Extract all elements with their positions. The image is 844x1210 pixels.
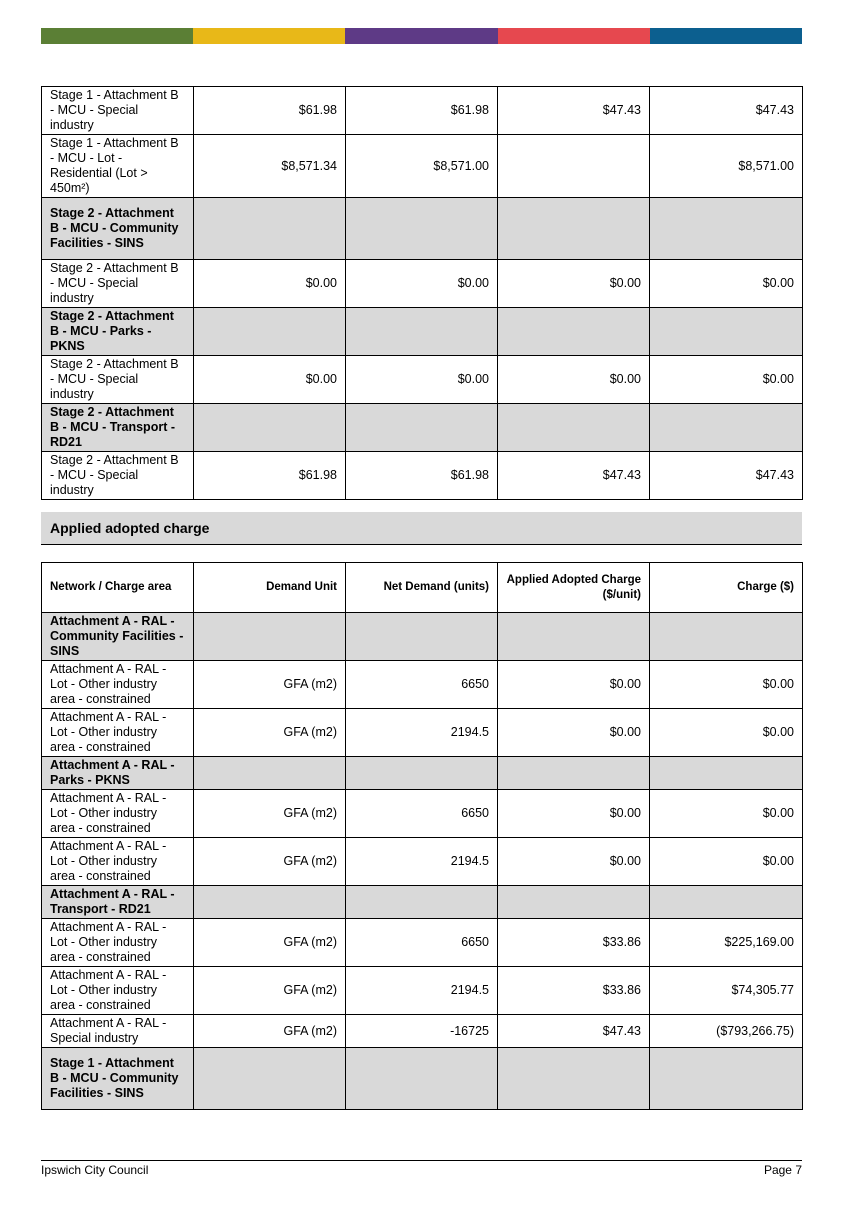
color-bar-segment (193, 28, 345, 44)
table-header-row (42, 563, 803, 613)
group-label: Attachment A - RAL - Parks - PKNS (42, 757, 194, 790)
cell-value: $47.43 (498, 1015, 650, 1048)
color-bar-segment (498, 28, 650, 44)
table-row (42, 838, 803, 886)
cell-value: GFA (m2) (194, 709, 346, 757)
empty-cell (346, 757, 498, 790)
cell-value: GFA (m2) (194, 1015, 346, 1048)
cell-value: -16725 (346, 1015, 498, 1048)
column-header-applied-charge: Applied Adopted Charge ($/unit) (498, 563, 650, 613)
header-color-bar (41, 28, 802, 44)
cell-value: $47.43 (650, 452, 803, 500)
color-bar-segment (650, 28, 802, 44)
cell-value: $0.00 (498, 790, 650, 838)
cell-value: $0.00 (650, 260, 803, 308)
applied-adopted-charge-table (41, 562, 803, 1110)
cell-value: $0.00 (650, 356, 803, 404)
group-label: Stage 2 - Attachment B - MCU - Community Facilities - SINS (42, 198, 194, 260)
row-label: Attachment A - RAL - Lot - Other industry area - constrained (42, 709, 194, 757)
column-header-demand-unit: Demand Unit (194, 563, 346, 613)
cell-value: 2194.5 (346, 709, 498, 757)
group-label: Stage 2 - Attachment B - MCU - Parks - PKNS (42, 308, 194, 356)
cell-value: $0.00 (498, 838, 650, 886)
group-label: Stage 1 - Attachment B - MCU - Community Facilities - SINS (42, 1048, 194, 1110)
group-label: Attachment A - RAL - Community Facilities - SINS (42, 613, 194, 661)
cell-value: 2194.5 (346, 967, 498, 1015)
table-row (42, 135, 803, 198)
row-label: Attachment A - RAL - Lot - Other industry area - constrained (42, 838, 194, 886)
row-label: Attachment A - RAL - Lot - Other industry area - constrained (42, 967, 194, 1015)
empty-cell (194, 404, 346, 452)
group-row (42, 1048, 803, 1110)
empty-cell (498, 886, 650, 919)
cell-value: 6650 (346, 919, 498, 967)
cell-value: $225,169.00 (650, 919, 803, 967)
table-row (42, 1015, 803, 1048)
cell-value: $0.00 (650, 790, 803, 838)
cell-value (498, 135, 650, 198)
cell-value: $8,571.00 (650, 135, 803, 198)
row-label: Attachment A - RAL - Lot - Other industry area - constrained (42, 661, 194, 709)
table-row (42, 260, 803, 308)
cell-value: $47.43 (498, 87, 650, 135)
cell-value: $61.98 (194, 452, 346, 500)
cell-value: $0.00 (498, 260, 650, 308)
cell-value: $74,305.77 (650, 967, 803, 1015)
cell-value: $8,571.34 (194, 135, 346, 198)
empty-cell (498, 198, 650, 260)
cell-value: GFA (m2) (194, 661, 346, 709)
empty-cell (194, 886, 346, 919)
cell-value: $0.00 (194, 260, 346, 308)
row-label: Stage 2 - Attachment B - MCU - Special industry (42, 356, 194, 404)
cell-value: $0.00 (498, 356, 650, 404)
column-header-net-demand: Net Demand (units) (346, 563, 498, 613)
empty-cell (346, 1048, 498, 1110)
empty-cell (498, 613, 650, 661)
cell-value: $0.00 (498, 661, 650, 709)
group-row (42, 198, 803, 260)
empty-cell (346, 613, 498, 661)
cell-value: 2194.5 (346, 838, 498, 886)
group-label: Stage 2 - Attachment B - MCU - Transport - RD21 (42, 404, 194, 452)
table-row (42, 661, 803, 709)
empty-cell (650, 404, 803, 452)
cell-value: $61.98 (346, 452, 498, 500)
cell-value: $0.00 (346, 356, 498, 404)
table-row (42, 87, 803, 135)
cell-value: 6650 (346, 790, 498, 838)
empty-cell (194, 198, 346, 260)
cell-value: $47.43 (498, 452, 650, 500)
row-label: Stage 2 - Attachment B - MCU - Special industry (42, 260, 194, 308)
empty-cell (498, 757, 650, 790)
empty-cell (650, 757, 803, 790)
empty-cell (346, 308, 498, 356)
cell-value: $0.00 (346, 260, 498, 308)
empty-cell (194, 1048, 346, 1110)
table-row (42, 967, 803, 1015)
empty-cell (650, 613, 803, 661)
cell-value: GFA (m2) (194, 967, 346, 1015)
empty-cell (194, 308, 346, 356)
cell-value: $0.00 (650, 838, 803, 886)
group-row (42, 613, 803, 661)
footer-council-name: Ipswich City Council (41, 1163, 149, 1177)
empty-cell (194, 757, 346, 790)
cell-value: $47.43 (650, 87, 803, 135)
cell-value: $33.86 (498, 967, 650, 1015)
cell-value: $61.98 (346, 87, 498, 135)
column-header-charge: Charge ($) (650, 563, 803, 613)
table-row (42, 790, 803, 838)
empty-cell (650, 1048, 803, 1110)
color-bar-segment (345, 28, 497, 44)
section-title: Applied adopted charge (50, 520, 210, 536)
cell-value: GFA (m2) (194, 838, 346, 886)
cell-value: $0.00 (194, 356, 346, 404)
group-row (42, 308, 803, 356)
row-label: Stage 2 - Attachment B - MCU - Special industry (42, 452, 194, 500)
empty-cell (650, 198, 803, 260)
footer-page-number: Page 7 (763, 1163, 802, 1177)
cell-value: $0.00 (650, 709, 803, 757)
cell-value: $0.00 (498, 709, 650, 757)
empty-cell (650, 886, 803, 919)
cell-value: $0.00 (650, 661, 803, 709)
empty-cell (346, 886, 498, 919)
group-label: Attachment A - RAL - Transport - RD21 (42, 886, 194, 919)
empty-cell (498, 404, 650, 452)
cell-value: 6650 (346, 661, 498, 709)
group-row (42, 757, 803, 790)
empty-cell (346, 198, 498, 260)
group-row (42, 404, 803, 452)
row-label: Stage 1 - Attachment B - MCU - Special industry (42, 87, 194, 135)
empty-cell (194, 613, 346, 661)
empty-cell (498, 1048, 650, 1110)
empty-cell (650, 308, 803, 356)
color-bar-segment (41, 28, 193, 44)
cell-value: GFA (m2) (194, 790, 346, 838)
empty-cell (498, 308, 650, 356)
cell-value: ($793,266.75) (650, 1015, 803, 1048)
section-heading (41, 512, 802, 545)
cell-value: $8,571.00 (346, 135, 498, 198)
group-row (42, 886, 803, 919)
row-label: Attachment A - RAL - Lot - Other industry area - constrained (42, 790, 194, 838)
charges-table-continued (41, 86, 803, 500)
table-row (42, 709, 803, 757)
table-row (42, 356, 803, 404)
column-header-network: Network / Charge area (42, 563, 194, 613)
cell-value: GFA (m2) (194, 919, 346, 967)
footer-divider (41, 1160, 802, 1161)
cell-value: $33.86 (498, 919, 650, 967)
table-row (42, 919, 803, 967)
row-label: Stage 1 - Attachment B - MCU - Lot - Residential (Lot > 450m²) (42, 135, 194, 198)
row-label: Attachment A - RAL - Lot - Other industry area - constrained (42, 919, 194, 967)
row-label: Attachment A - RAL - Special industry (42, 1015, 194, 1048)
cell-value: $61.98 (194, 87, 346, 135)
table-row (42, 452, 803, 500)
empty-cell (346, 404, 498, 452)
